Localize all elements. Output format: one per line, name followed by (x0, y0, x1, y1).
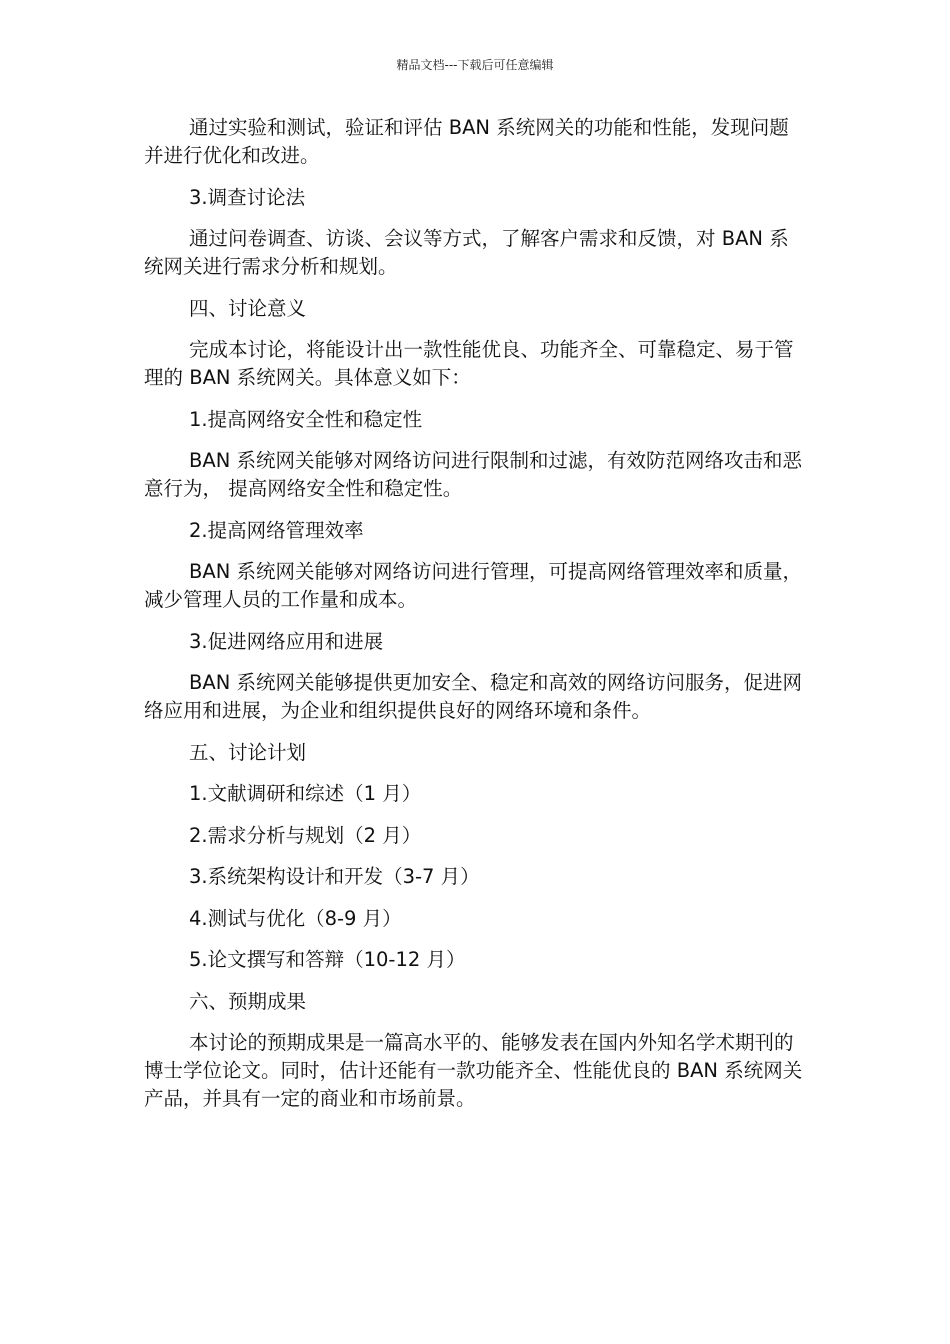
plan-item: 5.论文撰写和答辩（10-12 月） (189, 948, 466, 971)
plan-item: 3.系统架构设计和开发（3-7 月） (189, 865, 480, 888)
paragraph-network-security: BAN 系统网关能够对网络访问进行限制和过滤，有效防范网络攻击和恶意行为， 提高网络安全性和稳定性。 (144, 449, 803, 500)
section-heading-plan: 五、讨论计划 (189, 740, 307, 764)
section-heading-expected-results: 六、预期成果 (189, 989, 307, 1013)
heading-management-efficiency: 2.提高网络管理效率 (189, 518, 364, 542)
paragraph-expected-results: 本讨论的预期成果是一篇高水平的、能够发表在国内外知名学术期刊的博士学位论文。同时，估计还能有一款功能齐全、性能优良的 BAN 系统网关产品，并具有一定的商业和市场前景。 (144, 1031, 803, 1110)
paragraph-application-progress: BAN 系统网关能够提供更加安全、稳定和高效的网络访问服务，促进网络应用和进展，为企业和组织提供良好的网络环境和条件。 (144, 671, 803, 722)
plan-item: 1.文献调研和综述（1 月） (189, 782, 422, 805)
heading-network-security: 1.提高网络安全性和稳定性 (189, 407, 423, 431)
heading-application-progress: 3.促进网络应用和进展 (189, 629, 384, 653)
page-header: 精品文档---下载后可任意编辑 (396, 58, 554, 72)
paragraph-survey-method: 通过问卷调查、访谈、会议等方式，了解客户需求和反馈，对 BAN 系统网关进行需求分析和规划。 (144, 227, 789, 278)
plan-item: 2.需求分析与规划（2 月） (189, 823, 422, 847)
paragraph-significance-intro: 完成本讨论，将能设计出一款性能优良、功能齐全、可靠稳定、易于管理的 BAN 系统网关。具体意义如下： (144, 338, 794, 389)
paragraph-management-efficiency: BAN 系统网关能够对网络访问进行管理，可提高网络管理效率和质量，减少管理人员的工作量和成本。 (144, 560, 803, 611)
plan-item: 4.测试与优化（8-9 月） (189, 906, 402, 930)
section-heading-significance: 四、讨论意义 (189, 296, 307, 320)
paragraph-testing-method: 通过实验和测试，验证和评估 BAN 系统网关的功能和性能，发现问题并进行优化和改进。 (144, 116, 789, 167)
heading-survey-method: 3.调查讨论法 (189, 185, 306, 209)
document-body (144, 114, 804, 1127)
